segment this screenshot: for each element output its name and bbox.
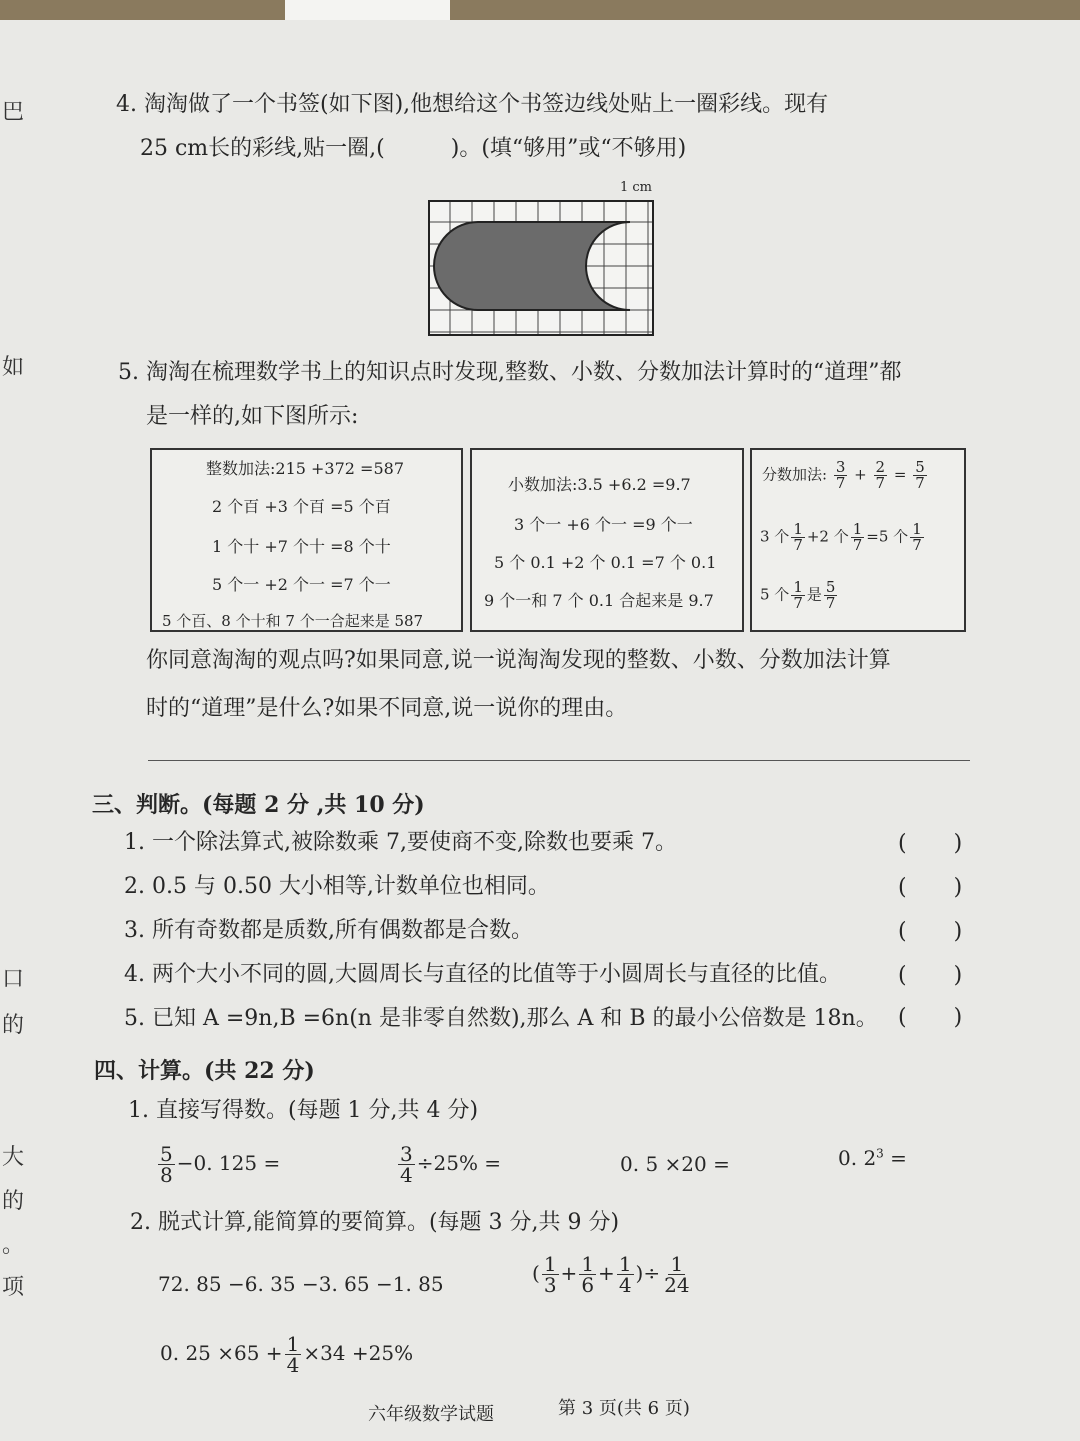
fraction-title: 分数加法: (762, 465, 828, 484)
stepwise-1: 72. 85 −6. 35 −3. 65 −1. 85 (158, 1272, 444, 1296)
frac-num: 1 (581, 1252, 595, 1276)
frac-den: 4 (400, 1163, 413, 1187)
judge-item-3: 3. 所有奇数都是质数,所有偶数都是合数。 (124, 918, 533, 943)
frac-den: 7 (875, 474, 886, 492)
frac-den: 6 (581, 1273, 595, 1297)
fraction-eq (762, 460, 929, 491)
judge-item-2: 2. 0.5 与 0.50 大小相等,计数单位也相同。 (124, 874, 550, 899)
frac-den: 7 (793, 594, 803, 612)
text: 是 (806, 585, 822, 604)
judge-item-1: 1. 一个除法算式,被除数乘 7,要使商不变,除数也要乘 7。 (124, 830, 677, 855)
frac-num: 1 (793, 520, 803, 538)
footer-page: 第 3 页(共 6 页) (558, 1398, 690, 1419)
box-line: 9 个一和 7 个 0.1 合起来是 9.7 (484, 591, 714, 610)
operator: + (854, 465, 867, 484)
q4-line2: 25 cm长的彩线,贴一圈,( )。(填“够用”或“不够用) (140, 136, 687, 161)
paper-clip-area (285, 0, 450, 20)
box-line: 5 个 0.1 +2 个 0.1 =7 个 0.1 (494, 553, 717, 572)
frac-num: 1 (286, 1332, 300, 1356)
answer-paren[interactable]: ( ) (898, 831, 964, 856)
section4-heading: 四、计算。(共 22 分) (94, 1058, 315, 1084)
calc-2 (396, 1144, 501, 1185)
expr-text: = (883, 1146, 907, 1170)
calc-1 (156, 1144, 280, 1185)
operator: + (560, 1261, 578, 1285)
q5-line2: 是一样的,如下图所示: (146, 404, 359, 429)
frac-num: 5 (825, 578, 836, 596)
answer-paren[interactable]: ( ) (898, 919, 964, 944)
frac-num: 5 (160, 1142, 173, 1166)
box-line: 整数加法:215 +372 =587 (206, 459, 404, 478)
judge-item-4: 4. 两个大小不同的圆,大圆周长与直径的比值等于小圆周长与直径的比值。 (124, 962, 841, 987)
frac-num: 1 (852, 520, 863, 538)
frac-den: 8 (160, 1163, 173, 1187)
frac-den: 7 (912, 536, 922, 554)
frac-num: 5 (915, 458, 925, 476)
frac-num: 2 (875, 458, 886, 476)
margin-char: 的 (2, 1189, 25, 1214)
margin-char: 如 (2, 355, 25, 380)
answer-paren[interactable]: ( ) (898, 1005, 964, 1030)
margin-char: 口 (2, 967, 25, 992)
box-line: 小数加法:3.5 +6.2 =9.7 (508, 475, 691, 494)
grid-unit-label: 1 cm (620, 180, 653, 195)
fraction-units-line (760, 522, 926, 553)
box-line: 5 个一 +2 个一 =7 个一 (212, 575, 391, 594)
fraction-sum-line (760, 580, 839, 611)
page-top-edge (0, 0, 1080, 20)
expr-text: ×34 +25% (303, 1341, 414, 1365)
text: =5 个 (866, 527, 909, 546)
section3-heading: 三、判断。(每题 2 分 ,共 10 分) (92, 792, 425, 818)
text: 5 个 (760, 585, 790, 604)
frac-num: 3 (400, 1142, 413, 1166)
paren: ) (635, 1261, 644, 1285)
frac-den: 7 (915, 474, 925, 492)
margin-char: 项 (2, 1275, 25, 1300)
answer-paren[interactable]: ( ) (898, 875, 964, 900)
box-line: 1 个十 +7 个十 =8 个十 (212, 537, 391, 556)
footer-title: 六年级数学试题 (368, 1404, 494, 1425)
calc-3: 0. 5 ×20 = (620, 1152, 730, 1176)
margin-char: 的 (2, 1013, 25, 1038)
text: +2 个 (806, 527, 849, 546)
frac-den: 24 (664, 1273, 690, 1297)
box-line: 3 个一 +6 个一 =9 个一 (514, 515, 693, 534)
frac-den: 7 (825, 594, 836, 612)
bookmark-grid-figure (428, 200, 654, 336)
stepwise-2 (532, 1254, 694, 1295)
answer-paren[interactable]: ( ) (898, 963, 964, 988)
frac-num: 1 (670, 1252, 684, 1276)
decimal-addition-box (470, 448, 744, 632)
frac-num: 1 (793, 578, 803, 596)
text: 3 个 (760, 527, 790, 546)
q5-line3: 你同意淘淘的观点吗?如果同意,说一说淘淘发现的整数、小数、分数加法计算 (146, 648, 891, 673)
sub1-heading: 1. 直接写得数。(每题 1 分,共 4 分) (128, 1098, 479, 1123)
q4-line1: 4. 淘淘做了一个书签(如下图),他想给这个书签边线处贴上一圈彩线。现有 (116, 92, 829, 117)
stepwise-3 (160, 1334, 413, 1375)
expr-text: 0. 2 (838, 1146, 877, 1170)
calc-4 (838, 1146, 907, 1170)
judge-item-5: 5. 已知 A =9n,B =6n(n 是非零自然数),那么 A 和 B 的最小公倍数是 18n。 (124, 1006, 878, 1031)
q5-line1: 5. 淘淘在梳理数学书上的知识点时发现,整数、小数、分数加法计算时的“道理”都 (118, 360, 902, 385)
exponent: 3 (876, 1146, 884, 1161)
margin-char: 。 (2, 1233, 25, 1258)
frac-den: 7 (852, 536, 863, 554)
frac-den: 4 (286, 1353, 300, 1377)
frac-num: 1 (912, 520, 922, 538)
operator: + (598, 1261, 615, 1285)
expr-text: 0. 25 ×65 + (160, 1341, 283, 1365)
frac-num: 1 (618, 1252, 632, 1276)
answer-line (148, 760, 970, 761)
frac-den: 4 (618, 1273, 632, 1297)
frac-den: 7 (835, 474, 846, 492)
frac-num: 3 (835, 458, 846, 476)
expr-text: −0. 125 = (176, 1151, 281, 1175)
integer-addition-box (150, 448, 463, 632)
frac-den: 3 (543, 1273, 557, 1297)
frac-num: 1 (543, 1252, 557, 1276)
operator: = (893, 465, 907, 484)
fraction-addition-box (750, 448, 966, 632)
margin-char: 大 (2, 1145, 25, 1170)
q5-line4: 时的“道理”是什么?如果不同意,说一说你的理由。 (146, 696, 628, 721)
box-line: 2 个百 +3 个百 =5 个百 (212, 497, 391, 516)
sub2-heading: 2. 脱式计算,能简算的要简算。(每题 3 分,共 9 分) (130, 1210, 620, 1235)
margin-char: 巴 (2, 100, 25, 125)
box-line: 5 个百、8 个十和 7 个一合起来是 587 (162, 612, 424, 630)
expr-text: ÷25% = (416, 1151, 502, 1175)
operator: ÷ (643, 1261, 661, 1285)
paren: ( (532, 1261, 540, 1285)
frac-den: 7 (793, 536, 803, 554)
